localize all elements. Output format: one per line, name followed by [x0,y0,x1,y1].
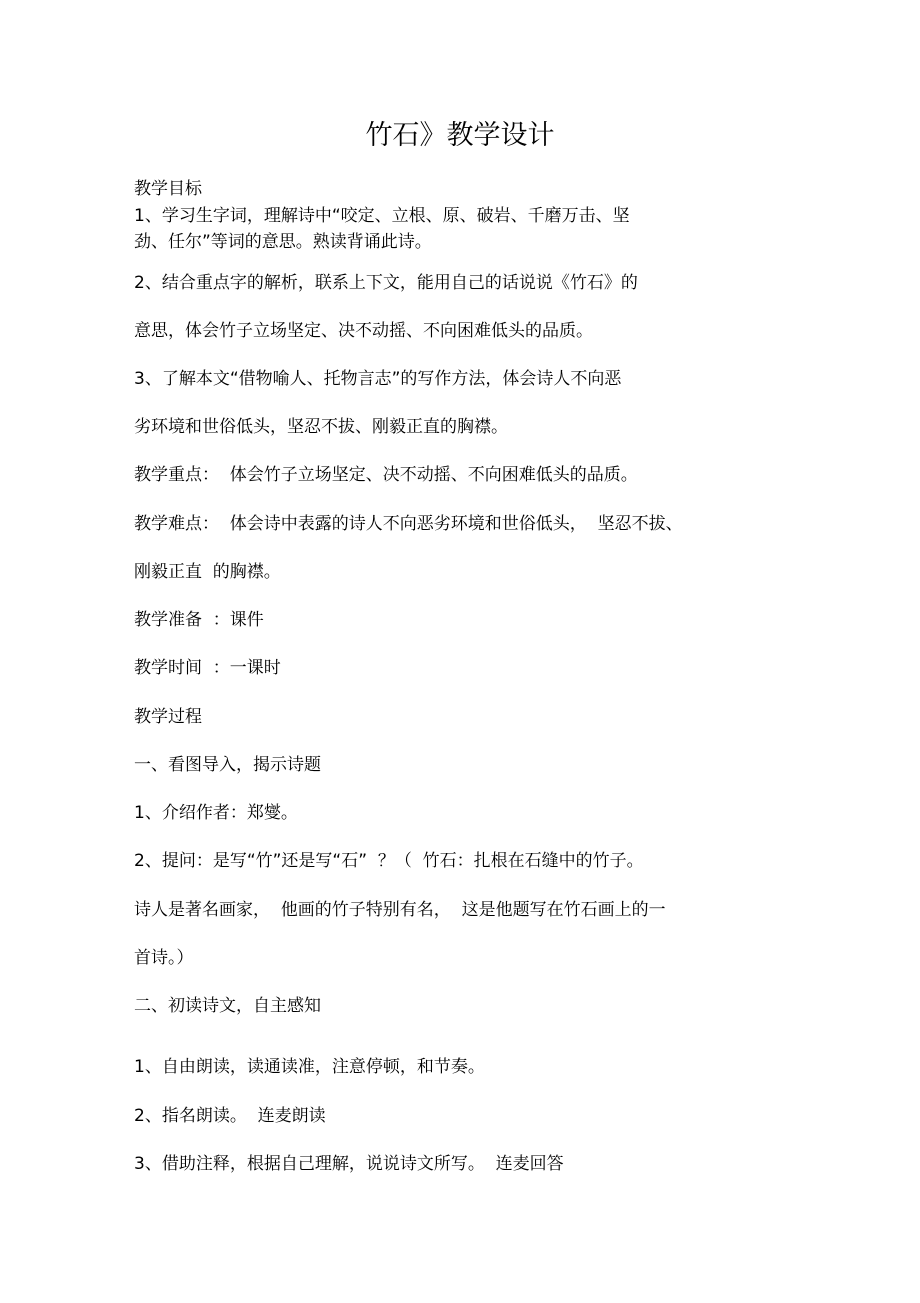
teaching-preparation: 教学准备 ：课件 [134,610,264,630]
goal-3-line-2: 劣环境和世俗低头，坚忍不拔、刚毅正直的胸襟。 [134,417,508,437]
teaching-time: 教学时间 ：一课时 [134,658,281,678]
goal-1-line-1: 1、学习生字词，理解诗中“咬定、立根、原、破岩、千磨万击、坚 [134,206,630,226]
step-2-item-2: 2、指名朗读。 连麦朗读 [134,1106,326,1126]
step-2-heading: 二、初读诗文，自主感知 [134,996,321,1016]
goal-2-line-1: 2、结合重点字的解析，联系上下文，能用自己的话说说《竹石》的 [134,273,638,293]
goal-3-line-1: 3、了解本文“借物喻人、托物言志”的写作方法，体会诗人不向恶 [134,369,622,389]
section-heading-teaching-process: 教学过程 [134,707,202,727]
difficult-points-line-1: 教学难点： 体会诗中表露的诗人不向恶劣环境和世俗低头， 坚忍不拔、 [134,514,683,534]
step-1-item-1: 1、介绍作者：郑燮。 [134,803,298,823]
goal-1-line-2: 劲、任尔”等词的意思。熟读背诵此诗。 [134,232,432,252]
key-points: 教学重点： 体会竹子立场坚定、决不动摇、不向困难低头的品质。 [134,465,638,485]
step-2-item-3: 3、借助注释，根据自己理解，说说诗文所写。 连麦回答 [134,1154,564,1174]
goal-2-line-2: 意思，体会竹子立场坚定、决不动摇、不向困难低头的品质。 [134,321,593,341]
section-heading-teaching-goals: 教学目标 [134,179,202,199]
document-title: 竹石》教学设计 [365,120,555,151]
difficult-points-line-2: 刚毅正直 的胸襟。 [134,562,281,582]
step-1-heading: 一、看图导入，揭示诗题 [134,755,321,775]
step-1-item-2-line-3: 首诗。） [134,948,194,968]
step-1-item-2-line-1: 2、提问：是写“竹”还是写“石” ？（ 竹石：扎根在石缝中的竹子。 [134,851,644,871]
step-1-item-2-line-2: 诗人是著名画家， 他画的竹子特别有名， 这是他题写在竹石画上的一 [134,900,666,920]
step-2-item-1: 1、自由朗读，读通读准，注意停顿，和节奏。 [134,1057,485,1077]
